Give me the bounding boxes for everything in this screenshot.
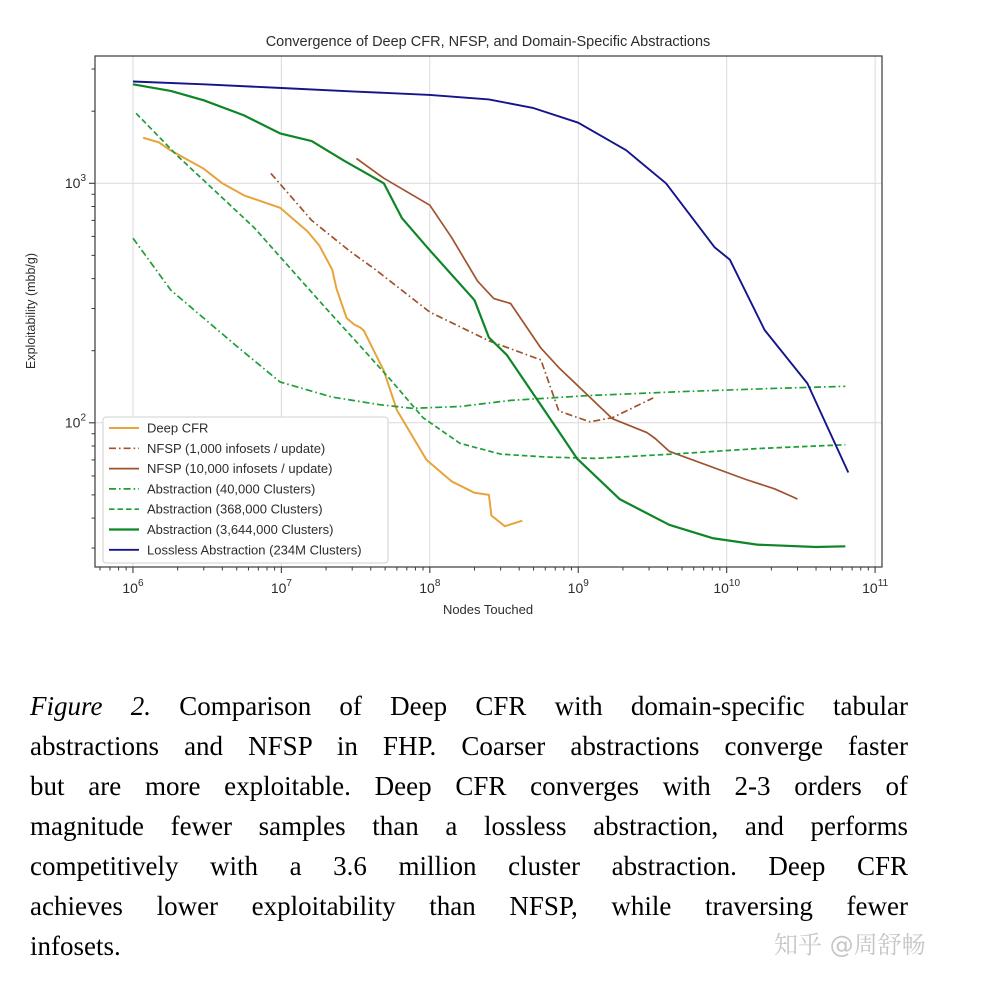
y-tick-label: $10^3$ (64, 172, 86, 191)
caption-line: but are more exploitable. Deep CFR converges with 2-3 orders of (30, 771, 908, 801)
y-axis (65, 69, 95, 548)
caption-line: magnitude fewer samples than a lossless abstraction, and performs (30, 811, 908, 841)
x-tick-label: $10^{10}$ (713, 578, 741, 596)
series-nfsp-1-000-infosets-update (271, 173, 653, 421)
series-nfsp-10-000-infosets-update (356, 158, 797, 499)
caption-line-text: Comparison of Deep CFR with domain-specific tabular (179, 691, 908, 721)
caption-line: abstractions and NFSP in FHP. Coarser abstractions converge faster (30, 731, 908, 761)
legend-label-deep-cfr: Deep CFR (147, 420, 209, 436)
legend-label-nfsp-1-000-infosets-update: NFSP (1,000 infosets / update) (147, 440, 326, 456)
legend-label-abstraction-40-000-clusters: Abstraction (40,000 Clusters) (147, 481, 316, 497)
x-tick-label: $10^6$ (122, 578, 144, 596)
legend-label-abstraction-3-644-000-clusters: Abstraction (3,644,000 Clusters) (147, 522, 334, 537)
caption-figure-label: Figure 2. (30, 691, 151, 721)
x-tick-label: $10^8$ (419, 578, 441, 596)
x-tick-label: $10^9$ (567, 578, 589, 596)
legend-label-nfsp-10-000-infosets-update: NFSP (10,000 infosets / update) (147, 461, 333, 477)
x-axis (100, 567, 888, 596)
chart-title: Convergence of Deep CFR, NFSP, and Domain-Specific Abstractions (265, 34, 711, 50)
series-abstraction-40-000-clusters (133, 238, 845, 408)
watermark: 知乎 @周舒畅 (774, 931, 926, 959)
series-abstraction-368-000-clusters (136, 113, 845, 458)
y-tick-label: $10^2$ (64, 412, 86, 431)
caption-line: competitively with a 3.6 million cluster abstraction. Deep CFR (30, 851, 908, 881)
x-tick-label: $10^7$ (270, 578, 292, 596)
legend-label-lossless-abstraction-234m-clusters: Lossless Abstraction (234M Clusters) (147, 542, 362, 558)
x-tick-label: $10^{11}$ (862, 578, 889, 596)
legend-label-abstraction-368-000-clusters: Abstraction (368,000 Clusters) (147, 501, 323, 517)
caption-line: achieves lower exploitability than NFSP, while traversing fewer (30, 891, 908, 921)
figure-caption (30, 686, 908, 966)
caption-line (30, 686, 908, 726)
series-lossless-abstraction-234m-clusters (133, 82, 848, 473)
plot-area (65, 56, 889, 596)
y-axis-label: Exploitability (mbb/g) (24, 252, 38, 370)
x-axis-label: Nodes Touched (442, 602, 534, 617)
legend (103, 417, 388, 563)
caption-line: infosets. (30, 931, 121, 961)
